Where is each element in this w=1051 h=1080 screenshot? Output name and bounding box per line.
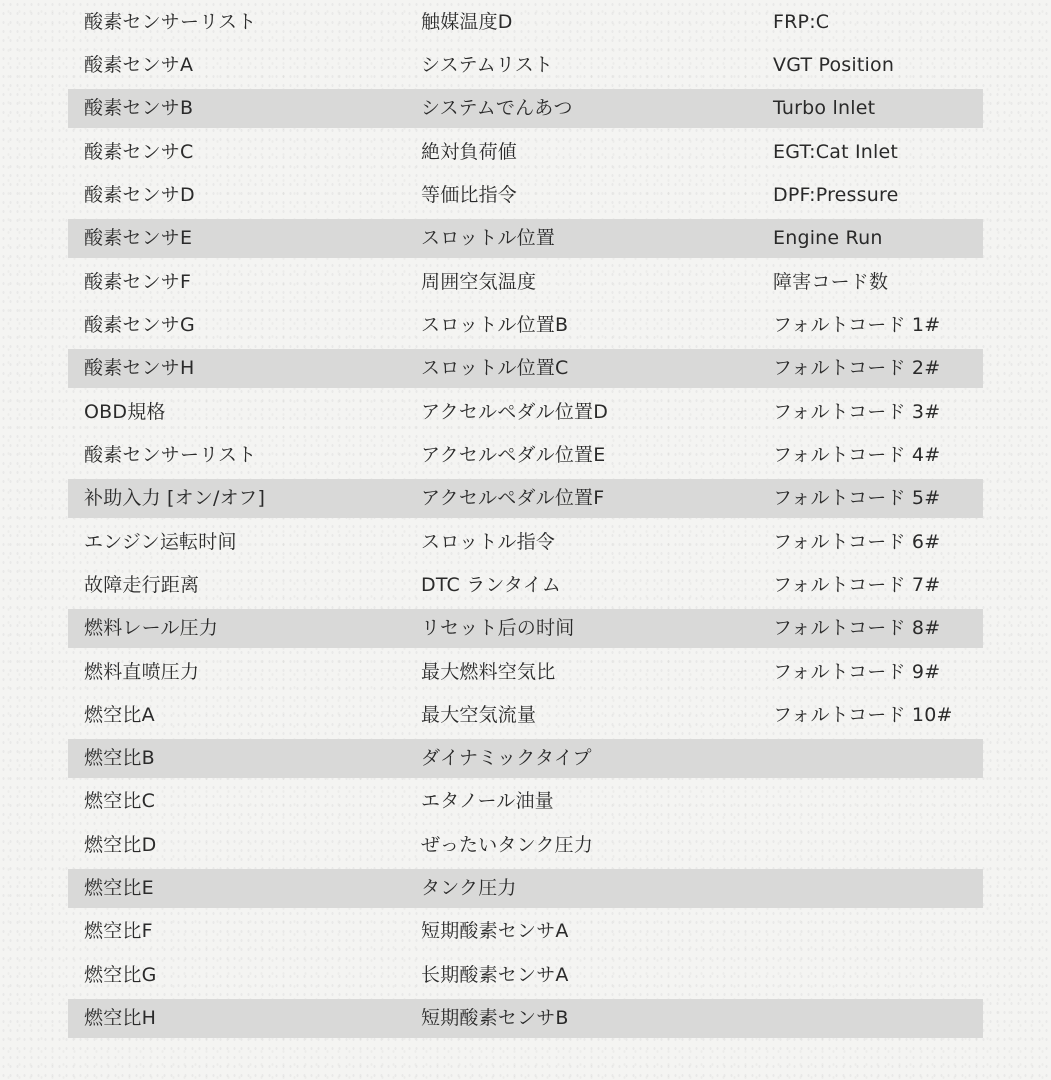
parameter-table — [68, 0, 983, 1040]
table-row — [68, 260, 983, 303]
table-cell: フォルトコード 3# — [773, 400, 941, 423]
table-cell: Engine Run — [773, 227, 883, 250]
table-row — [68, 479, 983, 518]
table-cell: 燃空比G — [84, 963, 157, 986]
table-cell: 燃空比B — [84, 747, 155, 770]
table-row — [68, 520, 983, 563]
table-cell: 周囲空気温度 — [421, 270, 537, 293]
table-cell: スロットル指令 — [421, 530, 556, 553]
table-cell: フォルトコード 10# — [773, 703, 953, 726]
table-cell: 燃空比F — [84, 920, 153, 943]
table-cell: アクセルペダル位置E — [421, 443, 606, 466]
table-cell: 补助入力 [オン/オフ] — [84, 487, 266, 510]
table-row — [68, 953, 983, 996]
table-cell: フォルトコード 7# — [773, 573, 941, 596]
table-cell: 短期酸素センサB — [421, 1007, 569, 1030]
table-row — [68, 349, 983, 388]
table-row — [68, 739, 983, 778]
table-cell: スロットル位置 — [421, 227, 556, 250]
table-cell: 酸素センサG — [84, 313, 195, 336]
table-cell: 短期酸素センサA — [421, 920, 569, 943]
table-cell: フォルトコード 6# — [773, 530, 941, 553]
table-cell: フォルトコード 2# — [773, 357, 941, 380]
table-cell: エンジン运転时间 — [84, 530, 237, 553]
table-cell: FRP:C — [773, 10, 830, 33]
table-row — [68, 823, 983, 866]
table-row — [68, 89, 983, 128]
table-cell: 燃空比C — [84, 790, 156, 813]
table-cell: 燃空比H — [84, 1007, 157, 1030]
table-cell: 酸素センサD — [84, 183, 195, 206]
table-row — [68, 303, 983, 346]
table-row — [68, 219, 983, 258]
table-row — [68, 563, 983, 606]
table-cell: OBD規格 — [84, 400, 166, 423]
table-cell: フォルトコード 1# — [773, 313, 941, 336]
table-row — [68, 130, 983, 173]
table-row — [68, 433, 983, 476]
table-row — [68, 999, 983, 1038]
table-row — [68, 390, 983, 433]
table-cell: 燃空比D — [84, 833, 157, 856]
table-cell: 最大空気流量 — [421, 703, 537, 726]
table-row — [68, 869, 983, 908]
table-row — [68, 173, 983, 216]
table-cell: フォルトコード 9# — [773, 660, 941, 683]
table-cell: 酸素センサーリスト — [84, 443, 257, 466]
table-cell: アクセルペダル位置F — [421, 487, 605, 510]
table-cell: 燃空比E — [84, 877, 154, 900]
table-cell: 最大燃料空気比 — [421, 660, 556, 683]
table-cell: 絶対負荷値 — [421, 140, 518, 163]
table-cell: スロットル位置C — [421, 357, 569, 380]
table-cell: 触媒温度D — [421, 10, 513, 33]
table-row — [68, 693, 983, 736]
table-cell: 酸素センサC — [84, 140, 194, 163]
table-cell: 燃料直喷圧力 — [84, 660, 200, 683]
table-cell: 燃料レール圧力 — [84, 617, 219, 640]
table-cell: 酸素センサH — [84, 357, 195, 380]
table-cell: 障害コード数 — [773, 270, 889, 293]
table-cell: フォルトコード 5# — [773, 487, 941, 510]
table-cell: 酸素センサA — [84, 53, 194, 76]
table-cell: 燃空比A — [84, 703, 155, 726]
table-row — [68, 609, 983, 648]
table-cell: Turbo lnlet — [773, 97, 876, 120]
table-cell: 长期酸素センサA — [421, 963, 569, 986]
table-cell: 酸素センサB — [84, 97, 194, 120]
table-cell: 酸素センサE — [84, 227, 193, 250]
table-cell: DPF:Pressure — [773, 183, 899, 206]
table-cell: ぜったいタンク圧力 — [421, 833, 594, 856]
table-cell: タンク圧力 — [421, 877, 517, 900]
table-cell: 酸素センサーリスト — [84, 10, 257, 33]
table-cell: VGT Position — [773, 53, 895, 76]
table-row — [68, 780, 983, 823]
table-cell: 等価比指令 — [421, 183, 518, 206]
table-cell: DTC ランタイム — [421, 573, 562, 596]
table-cell: ダイナミックタイプ — [421, 747, 592, 770]
table-cell: アクセルペダル位置D — [421, 400, 609, 423]
table-cell: エタノール油量 — [421, 790, 554, 813]
table-cell: フォルトコード 4# — [773, 443, 941, 466]
table-row — [68, 650, 983, 693]
table-cell: システムリスト — [421, 53, 554, 76]
table-cell: EGT:Cat Inlet — [773, 140, 899, 163]
table-cell: 故障走行距离 — [84, 573, 200, 596]
table-cell: フォルトコード 8# — [773, 617, 941, 640]
table-cell: システムでんあつ — [421, 97, 573, 120]
table-row — [68, 0, 983, 43]
table-row — [68, 43, 983, 86]
table-cell: 酸素センサF — [84, 270, 192, 293]
table-cell: スロットル位置B — [421, 313, 569, 336]
table-cell: リセット后の时间 — [421, 617, 575, 640]
table-row — [68, 910, 983, 953]
